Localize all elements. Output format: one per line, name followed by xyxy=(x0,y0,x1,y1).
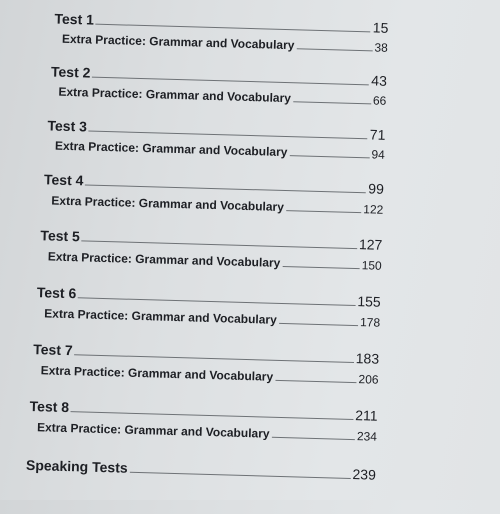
toc-entry-page: 183 xyxy=(355,350,380,367)
toc-entry-title: Test 5 xyxy=(40,227,81,245)
toc-entry-test-5[interactable] xyxy=(40,227,382,253)
toc-entry-title: Extra Practice: Grammar and Vocabulary xyxy=(44,306,277,327)
toc-entry-page: 15 xyxy=(372,19,389,36)
toc-entry-page: 234 xyxy=(356,429,378,444)
toc-entry-title: Extra Practice: Grammar and Vocabulary xyxy=(40,363,274,384)
toc-entry-speaking-tests[interactable] xyxy=(26,457,376,483)
toc-entry-test-4-extra[interactable] xyxy=(51,194,383,217)
toc-entry-page: 211 xyxy=(354,407,378,424)
toc-entry-title: Test 1 xyxy=(54,10,95,28)
toc-entry-title: Extra Practice: Grammar and Vocabulary xyxy=(36,420,270,441)
toc-entry-test-5-extra[interactable] xyxy=(48,249,382,272)
toc-entry-page: 206 xyxy=(358,372,379,387)
toc-entry-title: Test 3 xyxy=(47,117,88,135)
toc-leader-line xyxy=(75,353,354,363)
toc-leader-line xyxy=(289,154,369,158)
toc-entry-page: 94 xyxy=(371,147,386,162)
toc-entry-test-7-extra[interactable] xyxy=(40,363,378,386)
toc-leader-line xyxy=(293,100,371,104)
toc-entry-page: 239 xyxy=(352,466,377,483)
toc-entry-page: 155 xyxy=(357,293,381,310)
toc-entry-page: 43 xyxy=(371,72,388,89)
toc-entry-title: Test 4 xyxy=(43,171,84,189)
toc-leader-line xyxy=(282,265,359,269)
toc-entry-title: Extra Practice: Grammar and Vocabulary xyxy=(51,193,285,215)
toc-entry-test-4[interactable] xyxy=(44,171,384,196)
toc-entry-page: 66 xyxy=(372,93,387,108)
toc-entry-test-7[interactable] xyxy=(33,341,379,367)
toc-leader-line xyxy=(275,379,356,383)
toc-entry-page: 71 xyxy=(369,126,386,143)
toc-leader-line xyxy=(96,23,371,33)
toc-leader-line xyxy=(78,296,355,306)
toc-leader-line xyxy=(271,436,354,440)
toc-leader-line xyxy=(296,47,372,51)
toc-entry-test-8[interactable] xyxy=(29,398,377,424)
toc-leader-line xyxy=(92,76,369,86)
toc-leader-line xyxy=(71,410,353,420)
toc-entry-page: 150 xyxy=(361,258,382,273)
toc-leader-line xyxy=(286,209,361,213)
toc-entry-page: 178 xyxy=(359,315,381,330)
toc-leader-line xyxy=(130,471,351,479)
toc-entry-title: Speaking Tests xyxy=(25,456,128,476)
toc-leader-line xyxy=(85,183,366,193)
toc-entry-title: Extra Practice: Grammar and Vocabulary xyxy=(58,84,292,106)
toc-leader-line xyxy=(89,130,368,140)
toc-entry-page: 127 xyxy=(358,236,383,253)
toc-entry-page: 99 xyxy=(368,180,385,197)
toc-entry-test-1-extra[interactable] xyxy=(62,32,388,55)
toc-entry-title: Extra Practice: Grammar and Vocabulary xyxy=(54,138,288,160)
toc-entry-test-8-extra[interactable] xyxy=(37,420,377,443)
toc-entry-title: Test 8 xyxy=(29,397,70,416)
toc-entry-page: 122 xyxy=(363,202,384,217)
toc-entry-title: Test 7 xyxy=(33,341,73,359)
toc-entry-title: Test 2 xyxy=(50,63,91,81)
toc-entry-page: 38 xyxy=(374,40,389,55)
toc-entry-test-2-extra[interactable] xyxy=(58,85,386,108)
toc-leader-line xyxy=(82,239,357,249)
toc-entry-title: Extra Practice: Grammar and Vocabulary xyxy=(61,31,295,53)
toc-leader-line xyxy=(279,322,358,326)
toc-entry-test-6-extra[interactable] xyxy=(44,306,380,329)
toc-entry-title: Test 6 xyxy=(36,284,77,302)
toc-entry-test-3-extra[interactable] xyxy=(55,139,385,162)
toc-entry-title: Extra Practice: Grammar and Vocabulary xyxy=(47,249,281,270)
toc-entry-test-6[interactable] xyxy=(37,284,381,310)
